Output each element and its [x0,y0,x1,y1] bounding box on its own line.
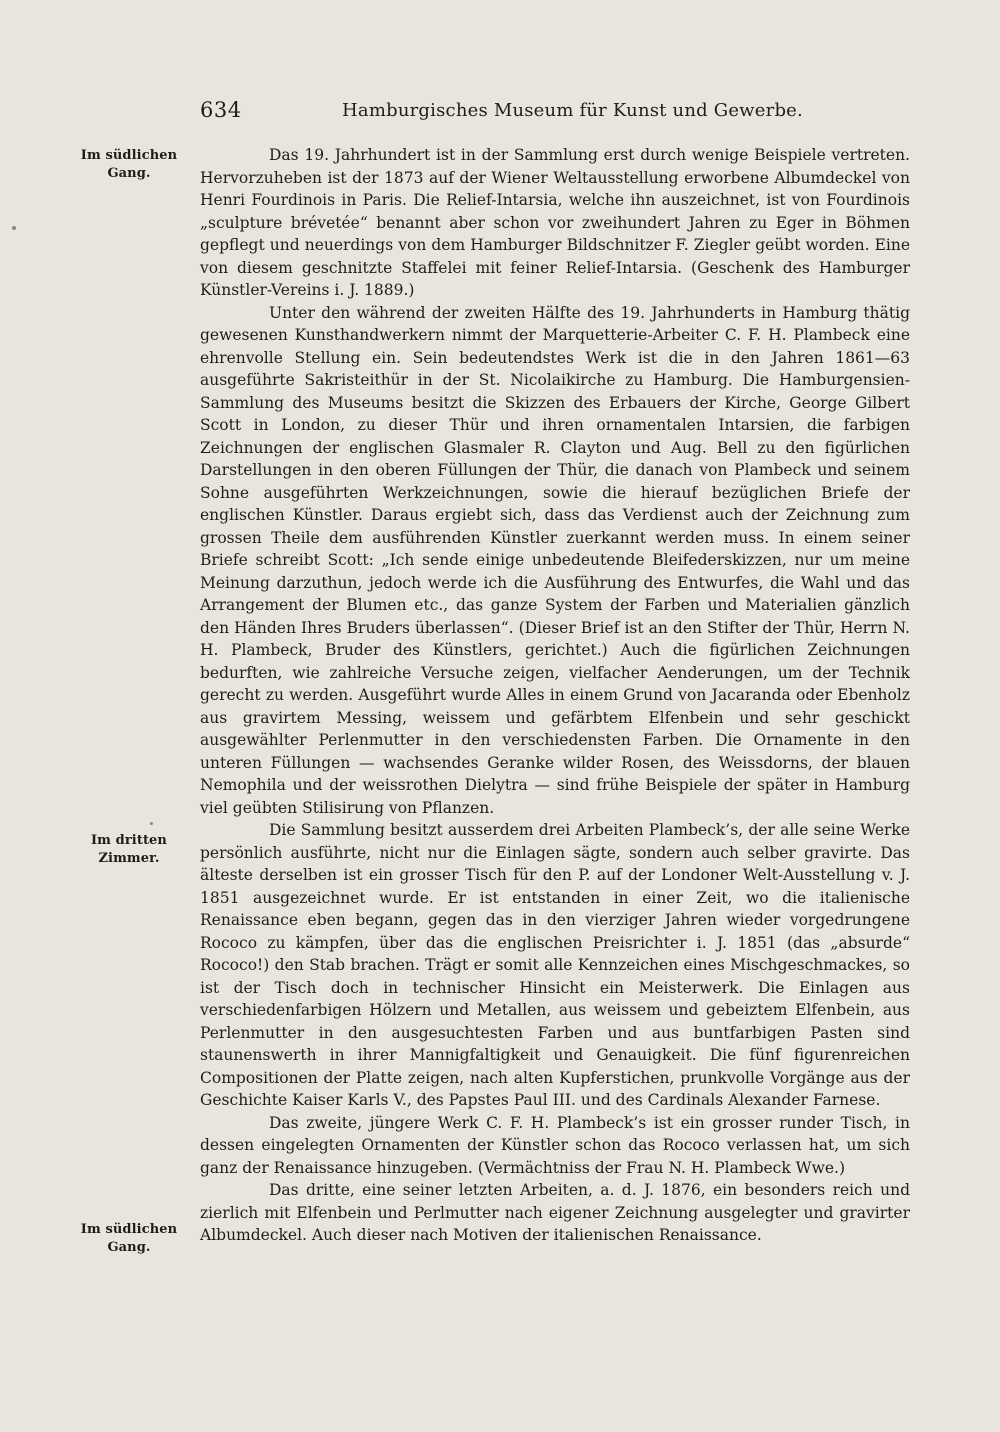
margin-note-line: Im südlichen [80,1222,178,1237]
paper-speck [12,226,16,230]
margin-note-line: Im südlichen [80,148,178,163]
paragraph: Unter den während der zweiten Hälfte des 19. Jahrhunderts in Hamburg thätig gewesenen Kunsthandwerkern nimmt der Marquetterie-Arbeiter C. F. H. Plambeck eine ehrenvolle Stellung ein. Sein bedeutendstes Werk ist die in den Jahren 1861—63 ausgeführte Sakristeithür in der St. Nicolaikirche zu Hamburg. Die Hamburgensien-Sammlung des Museums besitzt die Skizzen des Erbauers der Kirche, George Gilbert Scott in London, zu dieser Thür und ihren ornamentalen Intarsien, die farbigen Zeichnungen der englischen Glasmaler R. Clayton und Aug. Bell zu den figürlichen Darstellungen in den oberen Füllungen der Thür, die danach von Plambeck und seinem Sohne ausgeführten Werkzeichnungen, sowie die hierauf bezüglichen Briefe der englischen Künstler. Daraus ergiebt sich, dass das Verdienst auch der Zeichnung zum grossen Theile dem ausführenden Künstler zuerkannt werden muss. In einem seiner Briefe schreibt Scott: „Ich sende einige unbedeutende Bleifederskizzen, nur um meine Meinung darzuthun, jedoch werde ich die Ausführung des Entwurfes, die Wahl und das Arrangement der Blumen etc., das ganze System der Farben und Materialien gänzlich den Händen Ihres Bruders überlassen“. (Dieser Brief ist an den Stifter der Thür, Herrn N. H. Plambeck, Bruder des Künstlers, gerichtet.) Auch die figürlichen Zeichnungen bedurften, wie zahlreiche Versuche zeigen, vielfacher Aenderungen, um der Technik gerecht zu werden. Ausgeführt wurde Alles in einem Grund von Jacaranda oder Ebenholz aus gravirtem Messing, weissem und gefärbtem Elfenbein und sehr geschickt ausgewählter Perlenmutter in den verschiedensten Farben. Die Ornamente in den unteren Füllungen — wachsendes Geranke wilder Rosen, des Weissdorns, der blauen Nemophila und der weissrothen Dielytra — sind frühe Beispiele der später in Hamburg viel geübten Stilisirung von Pflanzen. [200,303,910,817]
body-text [200,144,910,1247]
margin-note-line: Gang. [107,1240,151,1255]
page-number: 634 [200,98,242,122]
running-title: Hamburgisches Museum für Kunst und Gewerbe. [342,100,803,121]
margin-note-line: Im dritten [91,833,167,848]
margin-note-location-3 [70,1221,188,1257]
paragraph: Das dritte, eine seiner letzten Arbeiten, a. d. J. 1876, ein besonders reich und zierlich mit Elfenbein und Perlmutter nach eigener Zeichnung ausgelegter und gravirter Albumdeckel. Auch dieser nach Motiven der italienischen Renaissance. [200,1181,910,1244]
paragraph: Die Sammlung besitzt ausserdem drei Arbeiten Plambeck’s, der alle seine Werke persönlich ausführte, nicht nur die Einlagen sägte, sondern auch selber gravirte. Das älteste derselben ist ein grosser Tisch für den P. auf der Londoner Welt-Ausstellung v. J. 1851 ausgezeichnet wurde. Er ist entstanden in einer Zeit, wo die italienische Renaissance eben begann, gegen das in den vierziger Jahren wieder vorgedrungene Rococo zu kämpfen, über das die englischen Preisrichter i. J. 1851 (das „absurde“ Rococo!) den Stab brachen. Trägt er somit alle Kennzeichen eines Mischgeschmackes, so ist der Tisch doch in technischer Hinsicht ein Meisterwerk. Die Einlagen aus verschiedenfarbigen Hölzern und Metallen, aus weissem und gebeiztem Elfenbein, aus Perlenmutter in den ausgesuchtesten Farben und aus buntfarbigen Pasten sind staunenswerth in ihrer Mannigfaltigkeit und Genauigkeit. Die fünf figurenreichen Compositionen der Platte zeigen, nach alten Kupferstichen, prunkvolle Vorgänge aus der Geschichte Kaiser Karls V., des Papstes Paul III. und des Cardinals Alexander Farnese. [200,821,910,1109]
paragraph: Das 19. Jahrhundert ist in der Sammlung erst durch wenige Beispiele vertreten. Hervorzuheben ist der 1873 auf der Wiener Weltausstellung erworbene Albumdeckel von Henri Fourdinois in Paris. Die Relief-Intarsia, welche ihn auszeichnet, ist von Fourdinois „sculpture brévetée“ benannt aber schon vor zweihundert Jahren zu Eger in Böhmen gepflegt und neuerdings von dem Hamburger Bildschnitzer F. Ziegler geübt worden. Eine von diesem geschnitzte Staffelei mit feiner Relief-Intarsia. (Geschenk des Hamburger Künstler-Vereins i. J. 1889.) [200,146,910,299]
margin-note-line: Zimmer. [98,851,160,866]
page-header [200,98,910,134]
margin-note-line: Gang. [107,166,151,181]
paragraph: Das zweite, jüngere Werk C. F. H. Plambeck’s ist ein grosser runder Tisch, in dessen eingelegten Ornamenten der Künstler schon das Rococo verlassen hat, um sich ganz der Renaissance hinzugeben. (Vermächtniss der Frau N. H. Plambeck Wwe.) [200,1113,910,1177]
margin-note-location-1 [70,147,188,183]
margin-note-location-2 [70,832,188,868]
paper-speck [150,822,153,825]
